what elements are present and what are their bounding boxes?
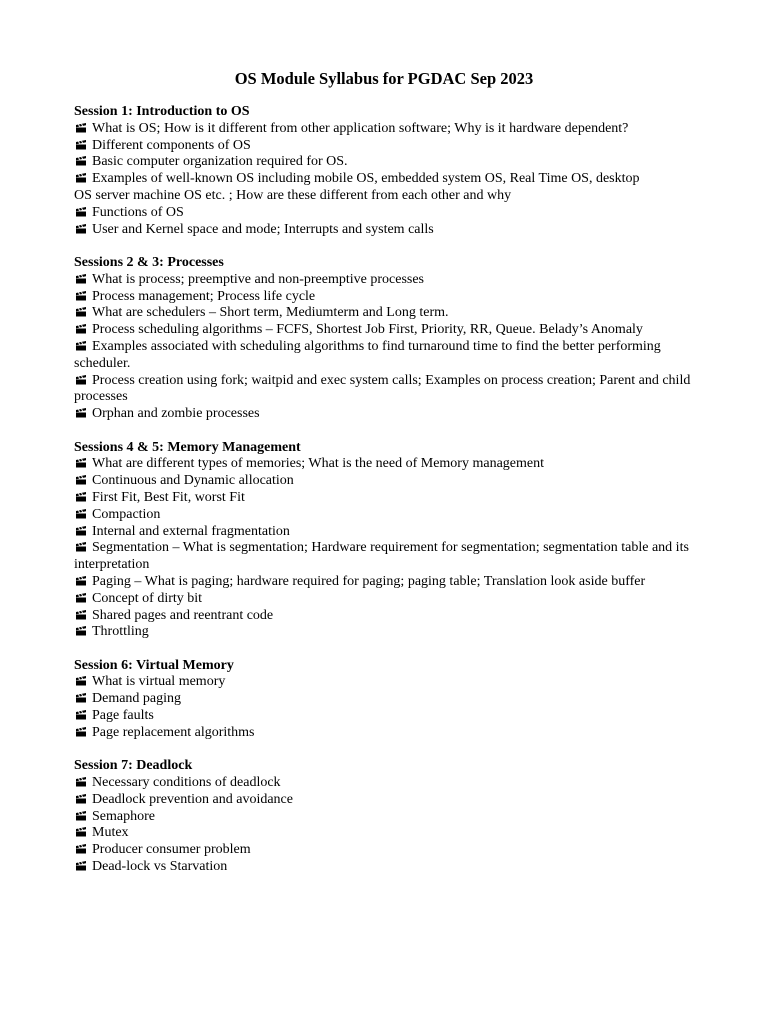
topic-item bbox=[74, 809, 704, 826]
clapperboard-icon bbox=[75, 592, 88, 603]
clapperboard-icon bbox=[75, 172, 88, 183]
topic-text: Producer consumer problem bbox=[92, 842, 251, 858]
clapperboard-icon bbox=[75, 122, 88, 133]
topic-text: Process management; Process life cycle bbox=[92, 288, 316, 304]
clapperboard-icon bbox=[75, 474, 88, 485]
topic-item bbox=[74, 289, 704, 306]
topic-text: Compaction bbox=[92, 506, 161, 522]
clapperboard-icon bbox=[75, 273, 88, 284]
topic-text: Demand paging bbox=[92, 691, 182, 707]
topic-item bbox=[74, 825, 704, 842]
topic-item bbox=[74, 339, 704, 373]
topic-text: What are different types of memories; What is the need of Memory management bbox=[92, 456, 544, 472]
topic-item bbox=[74, 490, 704, 507]
topic-text: What is process; preemptive and non-preemptive processes bbox=[92, 271, 425, 287]
topic-text: Dead-lock vs Starvation bbox=[92, 859, 228, 875]
clapperboard-icon bbox=[75, 407, 88, 418]
topic-item bbox=[74, 792, 704, 809]
clapperboard-icon bbox=[75, 726, 88, 737]
topic-item bbox=[74, 674, 704, 691]
clapperboard-icon bbox=[75, 541, 88, 552]
clapperboard-icon bbox=[75, 374, 88, 385]
topic-text: Page replacement algorithms bbox=[92, 724, 255, 740]
clapperboard-icon bbox=[75, 609, 88, 620]
topic-text: Process creation using fork; waitpid and exec system calls; Examples on process creation; Parent and child processes bbox=[74, 372, 691, 405]
topic-item bbox=[74, 222, 704, 239]
topic-item bbox=[74, 775, 704, 792]
topic-item bbox=[74, 540, 704, 574]
clapperboard-icon bbox=[75, 155, 88, 166]
topic-text: Necessary conditions of deadlock bbox=[92, 775, 281, 791]
session-heading: Sessions 2 & 3: Processes bbox=[74, 254, 224, 270]
topic-list bbox=[74, 121, 704, 239]
topic-item bbox=[74, 138, 704, 155]
clapperboard-icon bbox=[75, 323, 88, 334]
topic-item bbox=[74, 171, 704, 188]
topic-text: Segmentation – What is segmentation; Hardware requirement for segmentation; segmentation table and its interpretation bbox=[74, 540, 689, 573]
topic-item bbox=[74, 691, 704, 708]
topic-text: Process scheduling algorithms – FCFS, Shortest Job First, Priority, RR, Queue. Belady’s Anomaly bbox=[92, 322, 643, 338]
topic-text: Concept of dirty bit bbox=[92, 590, 203, 606]
session-2-3 bbox=[74, 255, 704, 423]
page-title: OS Module Syllabus for PGDAC Sep 2023 bbox=[234, 69, 534, 88]
session-6 bbox=[74, 658, 704, 742]
topic-item bbox=[74, 406, 704, 423]
clapperboard-icon bbox=[75, 793, 88, 804]
topic-text: Basic computer organization required for OS. bbox=[92, 154, 348, 170]
clapperboard-icon bbox=[75, 290, 88, 301]
topic-text: Deadlock prevention and avoidance bbox=[92, 791, 293, 807]
topic-text: Shared pages and reentrant code bbox=[92, 607, 274, 623]
topic-text: Page faults bbox=[92, 708, 154, 724]
syllabus-content bbox=[74, 104, 704, 892]
topic-text: What are schedulers – Short term, Mediumterm and Long term. bbox=[92, 305, 449, 321]
clapperboard-icon bbox=[75, 340, 88, 351]
session-heading: Session 1: Introduction to OS bbox=[74, 104, 250, 119]
topic-text: Examples associated with scheduling algorithms to find turnaround time to find the better performing scheduler. bbox=[74, 338, 661, 371]
session-1 bbox=[74, 104, 704, 238]
clapperboard-icon bbox=[75, 575, 88, 586]
topic-item bbox=[74, 624, 704, 641]
topic-item bbox=[74, 507, 704, 524]
clapperboard-icon bbox=[75, 776, 88, 787]
session-7 bbox=[74, 758, 704, 876]
clapperboard-icon bbox=[75, 860, 88, 871]
session-heading: Session 6: Virtual Memory bbox=[74, 657, 234, 673]
topic-item bbox=[74, 473, 704, 490]
clapperboard-icon bbox=[75, 709, 88, 720]
topic-list bbox=[74, 272, 704, 423]
topic-text: Functions of OS bbox=[92, 204, 184, 220]
topic-continuation bbox=[74, 188, 704, 205]
topic-item bbox=[74, 373, 704, 407]
topic-text: Orphan and zombie processes bbox=[92, 406, 260, 422]
clapperboard-icon bbox=[75, 306, 88, 317]
clapperboard-icon bbox=[75, 826, 88, 837]
topic-text: Examples of well-known OS including mobile OS, embedded system OS, Real Time OS, desktop bbox=[92, 171, 640, 187]
topic-item bbox=[74, 272, 704, 289]
session-heading: Sessions 4 & 5: Memory Management bbox=[74, 439, 301, 455]
clapperboard-icon bbox=[75, 692, 88, 703]
topic-item bbox=[74, 305, 704, 322]
topic-item bbox=[74, 121, 704, 138]
topic-text: Internal and external fragmentation bbox=[92, 523, 290, 539]
clapperboard-icon bbox=[75, 810, 88, 821]
topic-item bbox=[74, 154, 704, 171]
clapperboard-icon bbox=[75, 457, 88, 468]
topic-text: Paging – What is paging; hardware required for paging; paging table; Translation look aside buffer bbox=[92, 573, 646, 589]
clapperboard-icon bbox=[75, 625, 88, 636]
topic-text: Different components of OS bbox=[92, 137, 251, 153]
clapperboard-icon bbox=[75, 206, 88, 217]
topic-text: Semaphore bbox=[92, 808, 155, 824]
topic-item bbox=[74, 205, 704, 222]
topic-item bbox=[74, 608, 704, 625]
topic-item bbox=[74, 859, 704, 876]
topic-item bbox=[74, 524, 704, 541]
topic-item bbox=[74, 842, 704, 859]
topic-text: Throttling bbox=[92, 624, 149, 640]
clapperboard-icon bbox=[75, 675, 88, 686]
clapperboard-icon bbox=[75, 223, 88, 234]
topic-text: Continuous and Dynamic allocation bbox=[92, 473, 294, 489]
topic-text: User and Kernel space and mode; Interrupts and system calls bbox=[92, 221, 434, 237]
session-heading: Session 7: Deadlock bbox=[74, 758, 193, 774]
topic-item bbox=[74, 322, 704, 339]
topic-list bbox=[74, 456, 704, 641]
topic-item bbox=[74, 574, 704, 591]
topic-list bbox=[74, 775, 704, 876]
clapperboard-icon bbox=[75, 508, 88, 519]
topic-text: Mutex bbox=[92, 825, 129, 841]
topic-text: First Fit, Best Fit, worst Fit bbox=[92, 489, 245, 505]
topic-text: OS server machine OS etc. ; How are these different from each other and why bbox=[74, 187, 512, 203]
clapperboard-icon bbox=[75, 525, 88, 536]
topic-item bbox=[74, 456, 704, 473]
clapperboard-icon bbox=[75, 843, 88, 854]
topic-text: What is OS; How is it different from other application software; Why is it hardware dependent? bbox=[92, 120, 629, 136]
topic-text: What is virtual memory bbox=[92, 674, 226, 690]
clapperboard-icon bbox=[75, 139, 88, 150]
topic-item bbox=[74, 725, 704, 742]
session-4-5 bbox=[74, 440, 704, 642]
clapperboard-icon bbox=[75, 491, 88, 502]
topic-list bbox=[74, 674, 704, 741]
topic-item bbox=[74, 591, 704, 608]
topic-item bbox=[74, 708, 704, 725]
